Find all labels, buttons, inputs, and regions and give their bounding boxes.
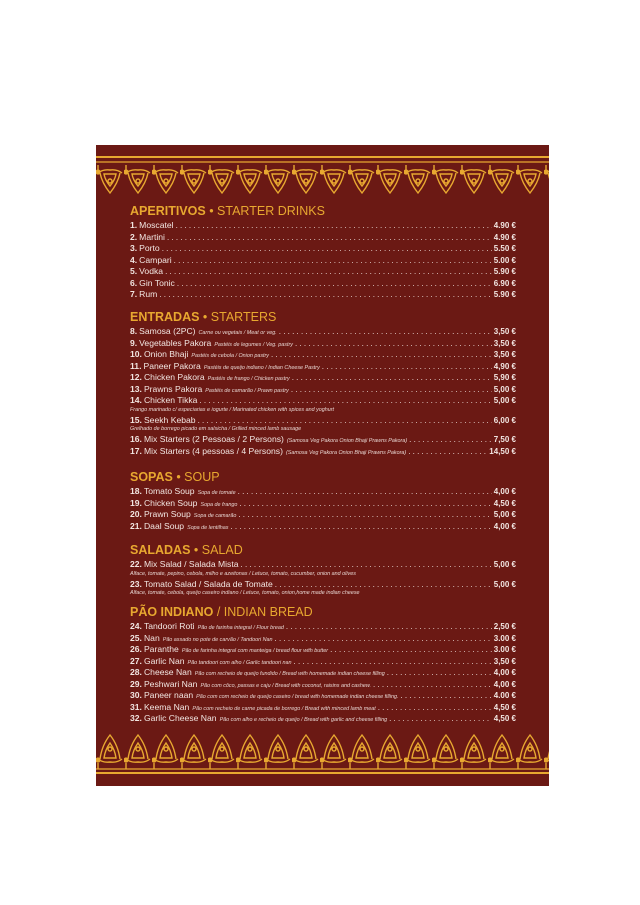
item-name: Campari	[139, 254, 172, 265]
item-price: 4.00 €	[493, 691, 516, 700]
item-number: 2.	[130, 231, 138, 242]
item-price: 3,50 €	[493, 327, 516, 336]
item-price: 5,00 €	[493, 396, 516, 405]
dot-leader	[159, 289, 491, 301]
item-description: Pastéis de legumes / Veg. pastry	[214, 341, 293, 348]
item-description: Pastéis de queijo indiano / Indian Cheese Pastry	[203, 364, 320, 371]
menu-item	[130, 702, 516, 714]
dot-leader	[291, 384, 492, 396]
dot-leader	[271, 349, 492, 361]
section-title-secondary: STARTERS	[210, 310, 277, 324]
dot-leader	[176, 220, 492, 232]
dot-leader	[322, 361, 492, 373]
dot-leader	[409, 434, 492, 446]
item-number: 16.	[130, 434, 142, 444]
ornamental-border-bottom	[96, 731, 549, 775]
item-name: Chicken Tikka	[143, 395, 198, 405]
item-description: (Samosa Veg Pakora Onion Bhaji Prawns Pakora)	[286, 438, 408, 444]
item-name: Garlic Cheese Nan	[143, 713, 217, 723]
item-number: 29.	[130, 678, 142, 689]
item-price: 5.00 €	[493, 255, 516, 265]
dot-leader	[330, 644, 492, 656]
item-name: Chicken Pakora	[143, 372, 205, 382]
section-title-separator: •	[172, 470, 185, 484]
section-title-secondary: SOUP	[184, 470, 220, 484]
dot-leader	[241, 559, 492, 571]
item-name: Garlic Nan	[143, 655, 185, 666]
item-name: Tomato Salad / Salada de Tomate	[143, 578, 273, 589]
item-number: 13.	[130, 383, 142, 394]
item-number: 6.	[130, 277, 138, 288]
item-name: Samosa (2PC)	[139, 326, 196, 336]
item-number: 5.	[130, 266, 138, 276]
item-description: (Samosa Veg Pakora Onion Bhaji Prawns Pakora)	[285, 449, 407, 456]
item-price: 3,50 €	[493, 338, 516, 348]
menu-item	[130, 559, 516, 571]
item-price: 6,00 €	[493, 415, 516, 425]
menu-item	[130, 220, 516, 232]
menu-item	[130, 434, 516, 446]
section-title-primary: PÃO INDIANO	[130, 605, 214, 619]
menu-section	[130, 310, 516, 457]
item-description: Pão com recheio de carne picada de borrego / Bread with minced lamb meat	[192, 705, 376, 712]
dot-leader	[378, 702, 492, 714]
item-price: 3.00 €	[493, 633, 516, 643]
item-name: Daal Soup	[143, 520, 185, 531]
section-heading	[130, 543, 516, 558]
item-description: Grelhado de borrego picado em salsicha / Grilled minced lamb sausage	[130, 426, 302, 432]
menu-item	[130, 579, 516, 591]
item-price: 4,90 €	[493, 361, 516, 371]
dot-leader	[373, 679, 492, 691]
item-price: 5,00 €	[493, 510, 516, 519]
item-price: 4,50 €	[493, 498, 516, 508]
menu-item	[130, 415, 516, 427]
menu-item	[130, 326, 516, 338]
item-name: Porto	[139, 243, 160, 253]
section-title-separator: •	[190, 543, 202, 557]
dot-leader	[408, 446, 487, 458]
item-number: 15.	[130, 414, 142, 425]
section-heading	[130, 605, 516, 620]
section-title-primary: SALADAS	[130, 543, 191, 557]
item-price: 5,90 €	[493, 373, 516, 382]
item-number: 24.	[130, 621, 142, 631]
menu-item	[130, 633, 516, 645]
item-price: 5,00 €	[493, 560, 516, 569]
dot-leader	[294, 656, 492, 668]
item-name: Martini	[139, 231, 165, 242]
item-number: 31.	[130, 701, 142, 712]
item-description: Pão com alho e recheio de queijo / Bread with garlic and cheese filling	[219, 717, 388, 723]
menu-item	[130, 656, 516, 668]
dot-leader	[238, 509, 491, 521]
item-price: 3,50 €	[493, 350, 516, 359]
item-name: Paranthe	[143, 644, 179, 654]
item-number: 12.	[130, 372, 142, 382]
menu-item	[130, 679, 516, 691]
menu-item	[130, 361, 516, 373]
menu-item	[130, 621, 516, 633]
item-number: 17.	[130, 445, 142, 456]
item-description: Pastéis de frango / Chicken pastry	[207, 376, 290, 382]
menu-item	[130, 243, 516, 255]
item-price: 4,00 €	[493, 679, 516, 689]
item-description: Pão com côco, passas e caju / Bread with coconut, raisins and cashew.	[200, 682, 371, 689]
item-description: Pastéis de cebola / Onion pastry	[191, 353, 269, 359]
ornamental-border-top	[96, 153, 549, 197]
item-price: 7,50 €	[493, 435, 516, 444]
section-heading	[130, 204, 516, 219]
section-title-separator: •	[205, 204, 218, 218]
menu-item	[130, 509, 516, 521]
item-name: Gin Tonic	[139, 277, 175, 288]
section-title-secondary: STARTER DRINKS	[217, 204, 325, 218]
item-price: 4.90 €	[493, 221, 516, 230]
item-description: Carne ou vegetais / Meat or veg.	[198, 330, 277, 336]
dot-leader	[275, 579, 492, 591]
item-description: Pão com recheio de queijo fundido / Bread with homemade indian cheese filling	[194, 671, 385, 677]
item-number: 21.	[130, 520, 142, 531]
dot-leader	[387, 667, 492, 679]
dot-leader	[177, 278, 492, 290]
menu-item	[130, 690, 516, 702]
item-number: 32.	[130, 713, 142, 723]
item-name: Rum	[139, 289, 158, 299]
section-title-primary: APERITIVOS	[130, 204, 206, 218]
menu-item	[130, 446, 516, 458]
section-heading	[130, 470, 516, 485]
dot-leader	[292, 372, 492, 384]
item-name: Mix Starters (4 pessoas / 4 Persons)	[143, 445, 283, 456]
item-number: 26.	[130, 644, 142, 654]
section-title-secondary: INDIAN BREAD	[223, 605, 313, 619]
menu-page	[96, 145, 549, 786]
item-name: Keema Nan	[143, 701, 190, 712]
item-price: 4,00 €	[493, 521, 516, 531]
dot-leader	[238, 486, 492, 498]
item-description: Frango marinado c/ especiarias e iogurte / Marinated chicken with spices and yoghurt	[130, 406, 335, 413]
item-name: Moscatel	[139, 220, 174, 230]
dot-leader	[389, 713, 492, 725]
item-price: 3,50 €	[493, 656, 516, 666]
menu-section	[130, 470, 516, 532]
item-name: Mix Starters (2 Pessoas / 2 Persons)	[143, 434, 284, 444]
dot-leader	[198, 415, 492, 427]
item-description: Pastéis de camarão / Prawn pastry	[205, 387, 289, 394]
item-number: 30.	[130, 690, 142, 700]
item-name: Tandoori Roti	[143, 621, 195, 631]
dot-leader	[162, 243, 492, 255]
menu-item	[130, 232, 516, 244]
section-heading	[130, 310, 516, 325]
item-number: 22.	[130, 559, 142, 569]
item-number: 28.	[130, 667, 142, 677]
dot-leader	[239, 498, 491, 510]
item-name: Paneer Pakora	[143, 360, 201, 371]
item-name: Paneer naan	[143, 690, 194, 700]
item-description: Pão de farinha integral / Flour bread	[197, 625, 284, 631]
item-number: 1.	[130, 220, 138, 230]
dot-leader	[279, 326, 492, 338]
item-number: 25.	[130, 632, 142, 643]
item-name: Prawn Soup	[143, 509, 191, 519]
section-title-separator: /	[213, 605, 224, 619]
menu-section	[130, 543, 516, 598]
menu-item	[130, 486, 516, 498]
menu-item	[130, 395, 516, 407]
item-number: 7.	[130, 289, 138, 299]
item-price: 4,00 €	[493, 487, 516, 496]
item-description: Sopa de tomate	[197, 490, 236, 496]
item-number: 27.	[130, 655, 142, 666]
menu-item	[130, 713, 516, 725]
menu-item	[130, 338, 516, 350]
item-number: 14.	[130, 395, 142, 405]
item-name: Vodka	[139, 266, 164, 276]
menu-item	[130, 521, 516, 533]
item-name: Vegetables Pakora	[139, 337, 212, 348]
item-number: 18.	[130, 486, 142, 496]
item-price: 6.90 €	[493, 278, 516, 288]
item-name: Cheese Nan	[143, 667, 192, 677]
menu-item	[130, 667, 516, 679]
item-number: 4.	[130, 254, 138, 265]
dot-leader	[275, 633, 492, 645]
item-price: 5.90 €	[493, 267, 516, 276]
item-name: Tomato Soup	[143, 486, 195, 496]
item-name: Peshwari Nan	[143, 678, 198, 689]
item-name: Onion Bhaji	[143, 349, 189, 359]
item-number: 19.	[130, 497, 142, 508]
item-price: 4,50 €	[493, 714, 516, 723]
section-title-secondary: SALAD	[201, 543, 243, 557]
item-description: Sopa de camarão	[193, 513, 237, 519]
menu-item	[130, 278, 516, 290]
menu-section	[130, 605, 516, 725]
item-price: 5,00 €	[493, 579, 516, 589]
item-name: Nan	[143, 632, 160, 643]
item-price: 5,00 €	[493, 384, 516, 394]
section-title-primary: SOPAS	[130, 470, 173, 484]
menu-item	[130, 266, 516, 278]
dot-leader	[174, 255, 492, 267]
item-description: Pão de farinha integral com manteiga / bread flour with butter	[181, 648, 329, 654]
item-number: 10.	[130, 349, 142, 359]
item-price: 4.90 €	[493, 232, 516, 242]
item-description: Pão assado no pote de carvão / Tandoori Nan	[162, 636, 273, 643]
item-number: 20.	[130, 509, 142, 519]
menu-item	[130, 372, 516, 384]
section-title-separator: •	[199, 310, 211, 324]
item-name: Mix Salad / Salada Mista	[143, 559, 239, 569]
dot-leader	[230, 521, 491, 533]
item-price: 14,50 €	[489, 446, 516, 456]
dot-leader	[167, 232, 492, 244]
menu-item	[130, 255, 516, 267]
menu-item	[130, 289, 516, 301]
item-name: Seekh Kebab	[143, 414, 196, 425]
item-price: 5.50 €	[493, 244, 516, 253]
item-number: 23.	[130, 578, 142, 589]
item-number: 3.	[130, 243, 138, 253]
menu-section	[130, 204, 516, 301]
item-name: Chicken Soup	[143, 497, 198, 508]
item-price: 5.90 €	[493, 290, 516, 299]
item-name: Prawns Pakora	[143, 383, 203, 394]
dot-leader	[286, 621, 492, 633]
item-number: 8.	[130, 326, 138, 336]
item-number: 11.	[130, 360, 142, 371]
dot-leader	[295, 338, 492, 350]
item-description: Pão tandoori com alho / Garlic tandoori nan	[187, 659, 292, 666]
item-price: 2,50 €	[493, 622, 516, 631]
item-price: 4,00 €	[493, 668, 516, 677]
item-description: Pão com com recheio de queijo caseiro / bread with homemade indian cheese filling.	[196, 694, 399, 700]
section-title-primary: ENTRADAS	[130, 310, 200, 324]
item-description: Sopa de lentilhas	[187, 524, 229, 531]
item-description: Alface, tomate, pepino, cebola, milho e azeitonas / Letuce, tomato, cucumber, onion and olives	[130, 570, 356, 577]
dot-leader	[199, 395, 491, 407]
menu-item	[130, 384, 516, 396]
dot-leader	[400, 690, 491, 702]
item-price: 4,50 €	[493, 702, 516, 712]
dot-leader	[165, 266, 492, 278]
menu-item	[130, 498, 516, 510]
item-description: Alface, tomate, cebola, queijo caseiro indiano / Letuce, tomato, onion,home made indian cheese	[130, 590, 360, 596]
item-number: 9.	[130, 337, 138, 348]
menu-item	[130, 644, 516, 656]
item-price: 3.00 €	[493, 645, 516, 654]
item-description: Sopa de frango	[200, 501, 238, 508]
menu-item	[130, 349, 516, 361]
